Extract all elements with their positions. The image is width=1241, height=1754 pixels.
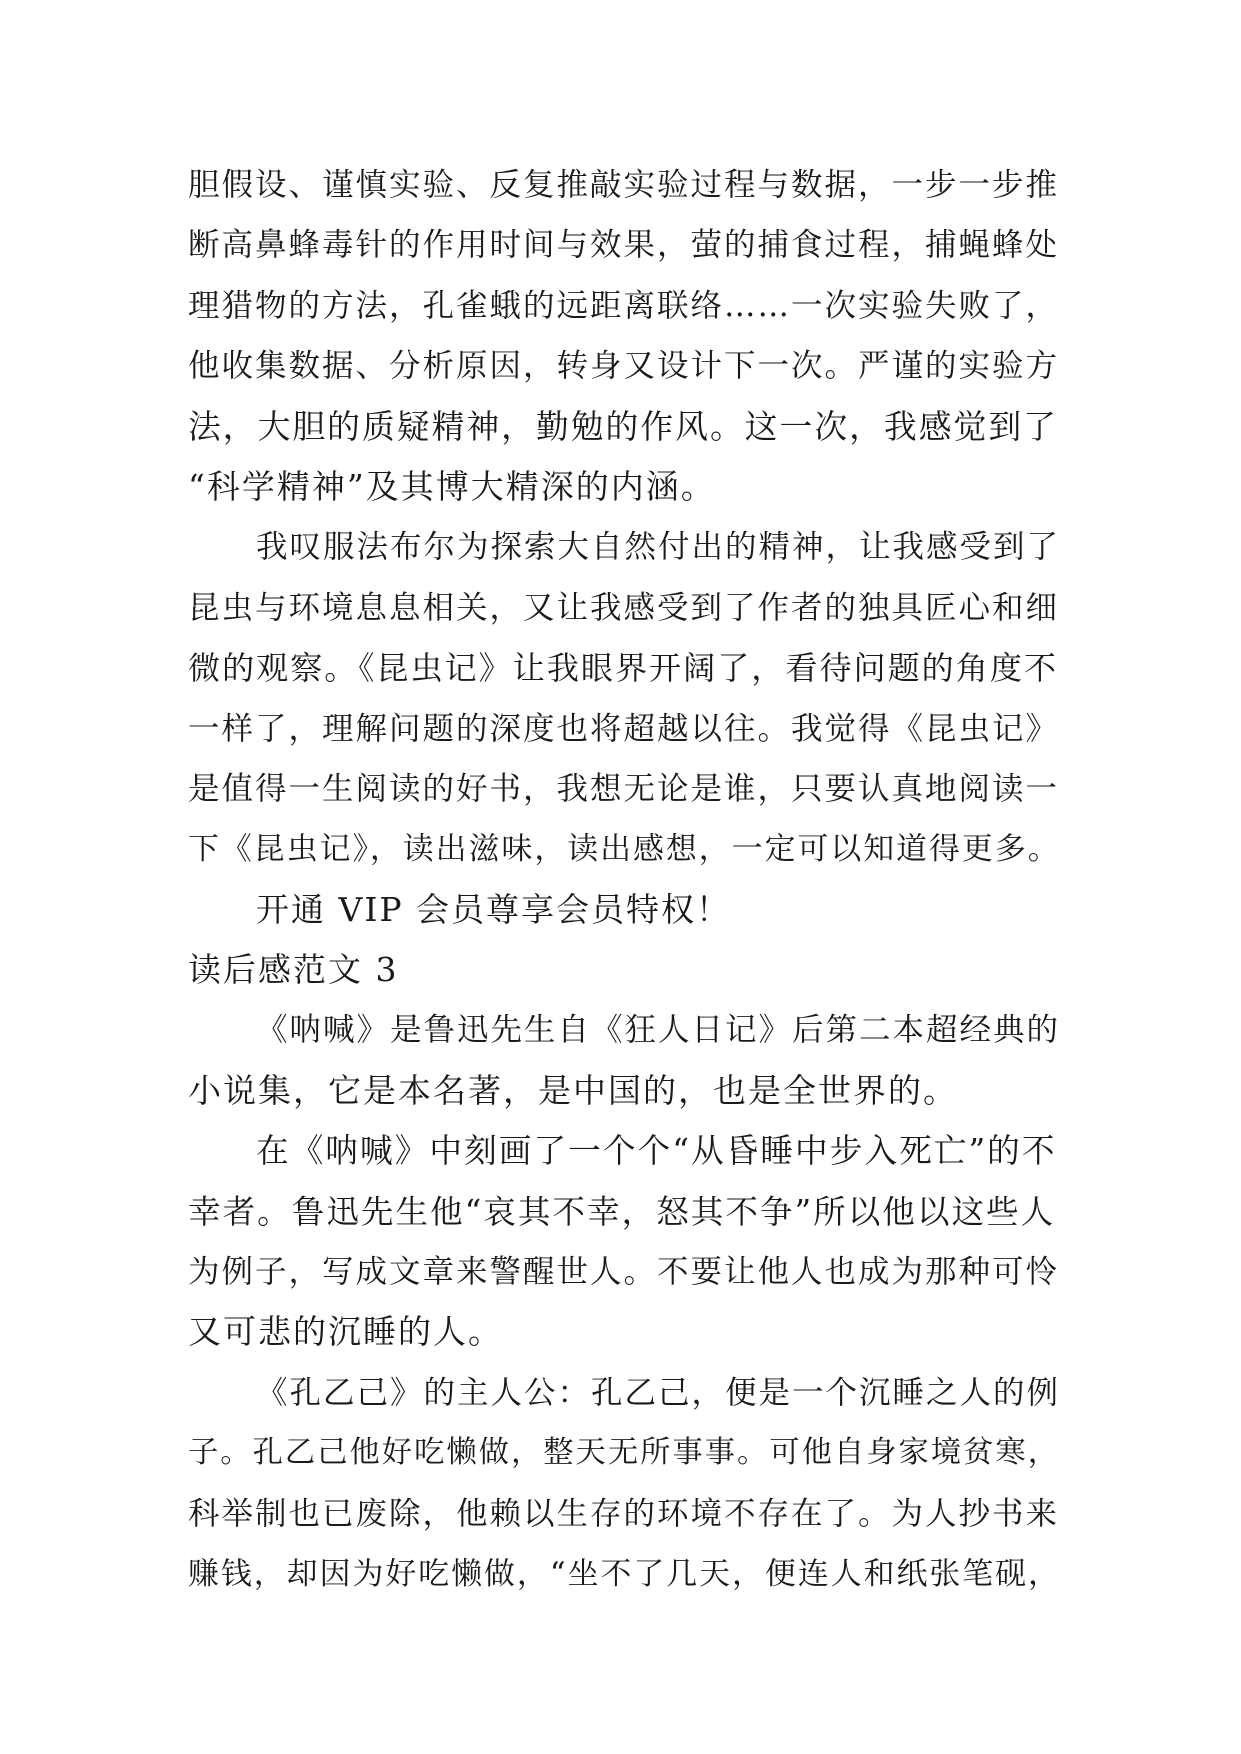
text-line: 赚钱，却因为好吃懒做，“坐不了几天，便连人和纸张笔砚， [188,1555,1061,1592]
text-line: 理猎物的方法，孔雀蛾的远距离联络……一次实验失败了， [188,287,1060,324]
text-line: 下《昆虫记》，读出滋味，读出感想，一定可以知道得更多。 [188,831,1061,868]
text-line: 断高鼻蜂毒针的作用时间与效果，萤的捕食过程，捕蝇蜂处 [188,227,1060,264]
text-line: 微的观察。《昆虫记》让我眼界开阔了，看待问题的角度不 [188,649,1058,688]
text-line: 胆假设、谨慎实验、反复推敲实验过程与数据，一步一步推 [188,167,1060,203]
text-line: 一样了，理解问题的深度也将超越以往。我觉得《昆虫记》 [188,710,1060,747]
text-line: “科学精神”及其博大精深的内涵。 [188,466,716,506]
text-line: 为例子，写成文章来警醒世人。不要让他人也成为那种可怜 [188,1254,1060,1291]
text-line: 在《呐喊》中刻画了一个个“从昏睡中步入死亡”的不 [256,1132,1057,1171]
text-line: 《呐喊》是鲁迅先生自《狂人日记》后第二本超经典的 [256,1012,1061,1049]
text-line: 幸者。鲁迅先生他“哀其不幸，怒其不争”所以他以这些人 [188,1192,1056,1231]
text-line: 法，大胆的质疑精神，勤勉的作风。这一次，我感觉到了 [188,407,1058,446]
text-line: 《孔乙己》的主人公：孔乙己，便是一个沉睡之人的例 [256,1374,1061,1411]
text-line: 子。孔乙己他好吃懒做，整天无所事事。可他自身家境贫寒， [188,1435,1061,1471]
text-line: 又可悲的沉睡的人。 [188,1312,503,1352]
document-body [188,155,1061,1604]
text-line: 科举制也已废除，他赖以生存的环境不存在了。为人抄书来 [188,1495,1060,1532]
text-line: 开通 VIP 会员尊享会员特权！ [256,889,732,929]
text-line: 读后感范文 3 [188,950,399,990]
text-line: 是值得一生阅读的好书，我想无论是谁，只要认真地阅读一 [188,770,1060,807]
text-line: 小说集，它是本名著，是中国的，也是全世界的。 [188,1070,958,1110]
text-line: 我叹服法布尔为探索大自然付出的精神，让我感受到了 [256,529,1061,566]
text-line: 他收集数据、分析原因，转身又设计下一次。严谨的实验方 [188,348,1060,385]
text-line: 昆虫与环境息息相关，又让我感受到了作者的独具匠心和细 [188,589,1060,626]
